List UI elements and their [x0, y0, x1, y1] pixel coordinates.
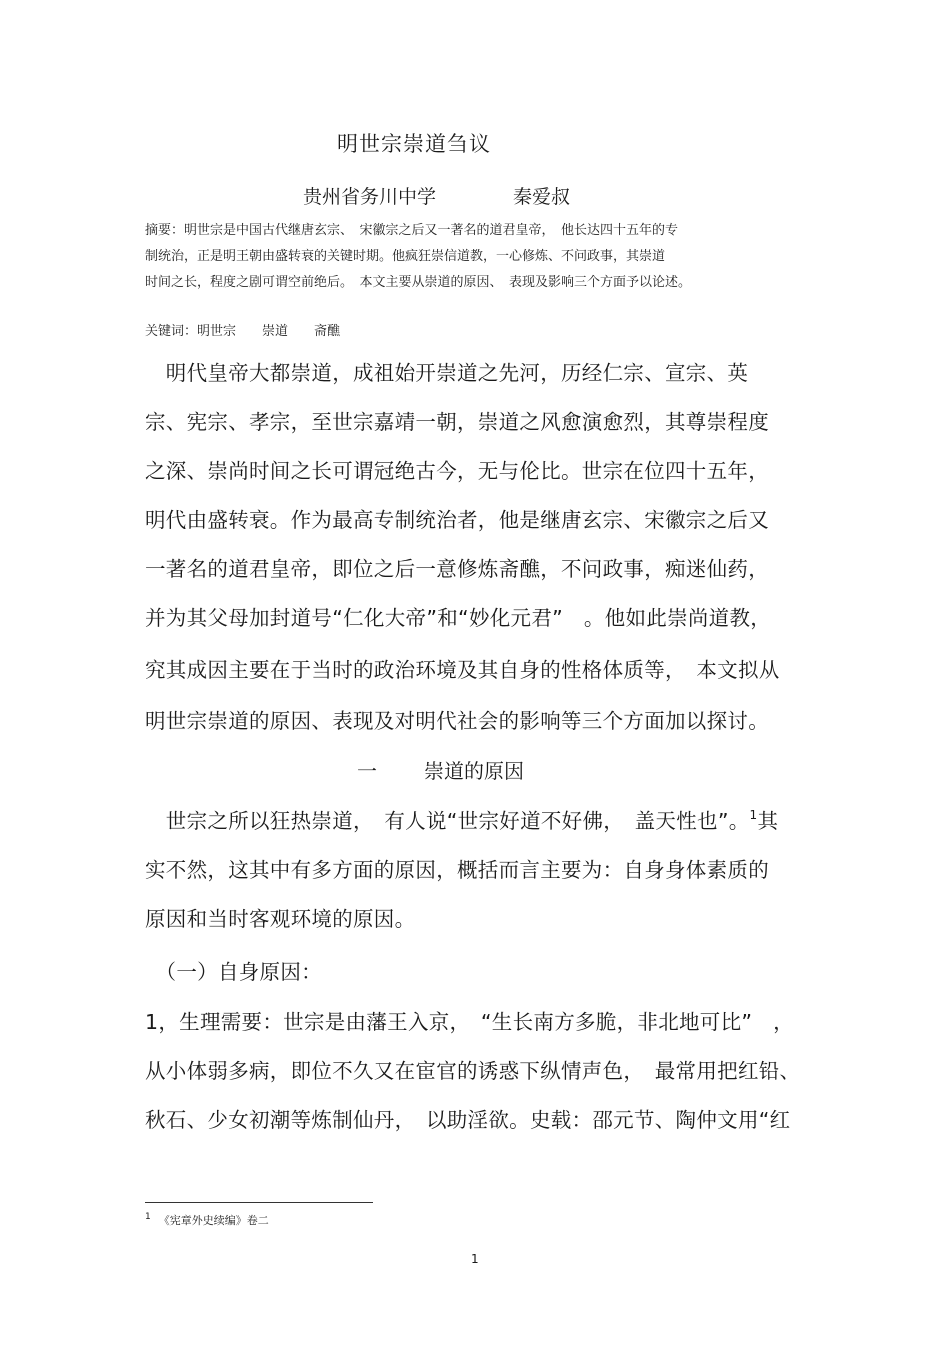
section-para-text-a: 世宗之所以狂热崇道， 有人说“世宗好道不好佛， 盖天性也”。	[145, 809, 750, 833]
intro-line-3: 之深、崇尚时间之长可谓冠绝古今，无与伦比。世宗在位四十五年，	[145, 459, 769, 483]
author-name: 秦爱叔	[513, 186, 571, 208]
intro-line-4: 明代由盛转衰。作为最高专制统治者，他是继唐玄宗、宋徽宗之后又	[145, 508, 769, 532]
footnote	[145, 1212, 269, 1228]
point-line-3: 秋石、少女初潮等炼制仙丹， 以助淫欲。史载：邵元节、陶仲文用“红	[145, 1108, 791, 1132]
point-line-1: 1，生理需要：世宗是由藩王入京， “生长南方多脆，非北地可比” ，	[145, 1010, 794, 1034]
footnote-number: 1	[145, 1212, 151, 1222]
section-number: 一	[357, 759, 377, 783]
subsection-heading: （一）自身原因：	[145, 960, 322, 984]
page-title: 明世宗崇道刍议	[337, 132, 491, 156]
page-number: 1	[471, 1252, 479, 1266]
abstract-line-3: 时间之长，程度之剧可谓空前绝后。 本文主要从崇道的原因、 表现及影响三个方面予以论述。	[145, 275, 692, 290]
point-line-2: 从小体弱多病，即位不久又在宦官的诱惑下纵情声色， 最常用把红铅、	[145, 1059, 801, 1083]
footnote-text: 《宪章外史续编》卷二	[158, 1214, 269, 1227]
intro-line-2: 宗、宪宗、孝宗，至世宗嘉靖一朝，崇道之风愈演愈烈，其尊崇程度	[145, 410, 769, 434]
intro-line-6: 并为其父母加封道号“仁化大帝”和“妙化元君” 。他如此崇尚道教，	[145, 606, 772, 630]
intro-line-1: 明代皇帝大都崇道，成祖始开崇道之先河，历经仁宗、宣宗、英	[145, 361, 749, 385]
section-title: 崇道的原因	[424, 759, 524, 783]
abstract-line-1: 摘要：明世宗是中国古代继唐玄宗、 宋徽宗之后又一著名的道君皇帝， 他长达四十五年的专	[145, 223, 679, 238]
intro-line-5: 一著名的道君皇帝，即位之后一意修炼斋醮，不问政事，痴迷仙药，	[145, 557, 769, 581]
section-para-line-2: 实不然，这其中有多方面的原因，概括而言主要为：自身身体素质的	[145, 858, 769, 882]
footnote-reference[interactable]: 1	[749, 808, 758, 822]
intro-line-8: 明世宗崇道的原因、表现及对明代社会的影响等三个方面加以探讨。	[145, 709, 769, 733]
author-school: 贵州省务川中学	[303, 186, 437, 208]
footnote-divider	[145, 1202, 373, 1203]
intro-line-7: 究其成因主要在于当时的政治环境及其自身的性格体质等， 本文拟从	[145, 658, 780, 682]
section-para-text-b: 其	[757, 809, 779, 833]
keywords: 关键词：明世宗 崇道 斋醮	[145, 324, 341, 339]
section-para-line-1	[145, 804, 778, 834]
abstract-line-2: 制统治，正是明王朝由盛转衰的关键时期。他疯狂崇信道教，一心修炼、不问政事，其崇道	[145, 249, 666, 264]
section-para-line-3: 原因和当时客观环境的原因。	[145, 907, 416, 931]
